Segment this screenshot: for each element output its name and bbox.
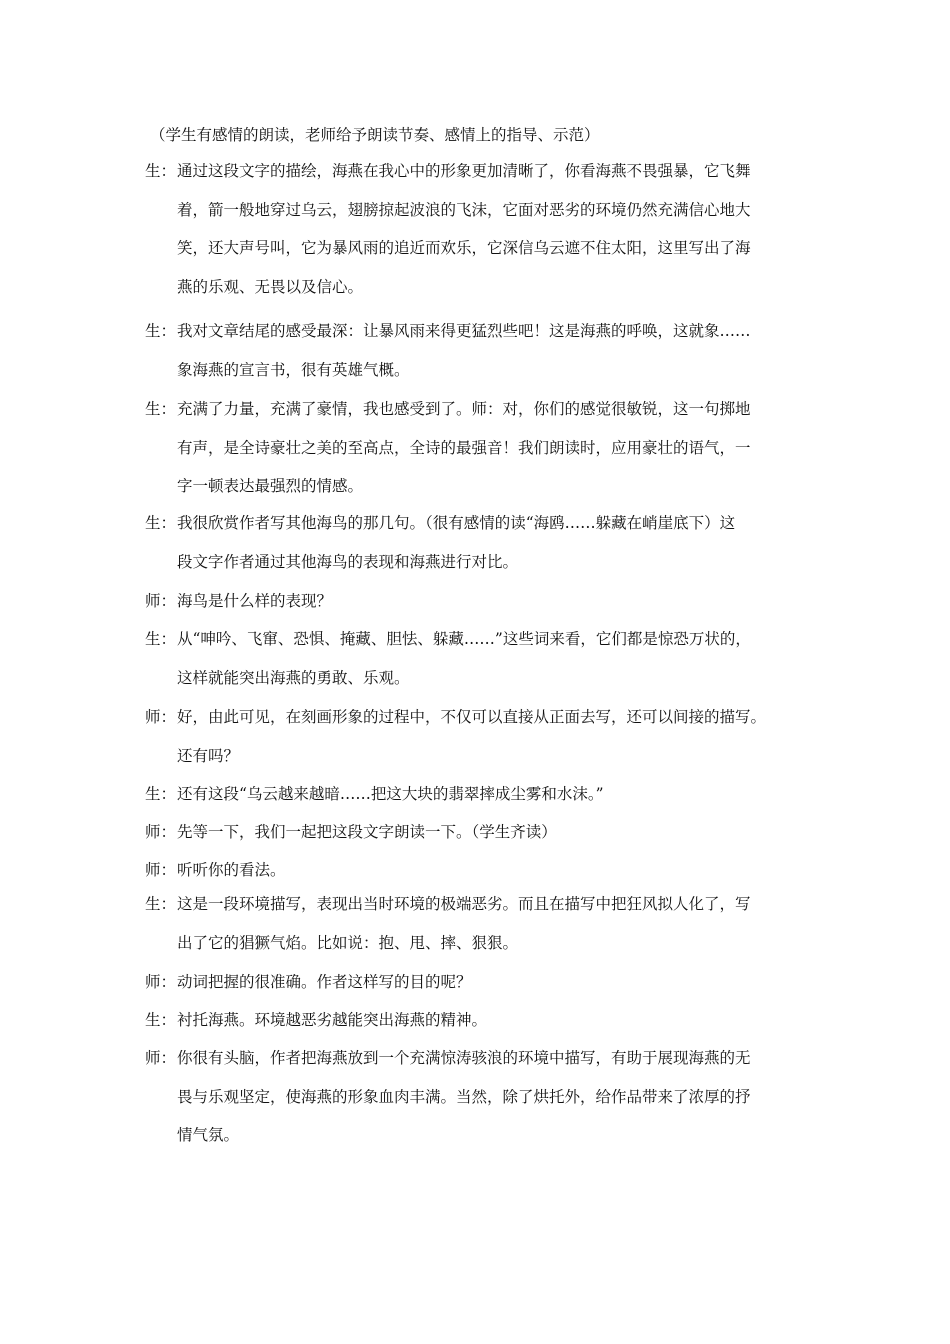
dialogue-line: 你很有头脑，作者把海燕放到一个充满惊涛骇浪的环境中描写，有助于展现海燕的无 bbox=[177, 1049, 751, 1067]
dialogue-entry bbox=[145, 1009, 810, 1048]
speaker-label: 生： bbox=[145, 895, 177, 913]
dialogue-line: 从“呻吟、飞窜、恐惧、掩藏、胆怯、躲藏……”这些词来看，它们都是惊恐万状的， bbox=[177, 630, 751, 648]
dialogue-line: 段文字作者通过其他海鸟的表现和海燕进行对比。 bbox=[177, 552, 519, 571]
speaker-label: 生： bbox=[145, 400, 177, 418]
dialogue-entry bbox=[145, 160, 810, 314]
dialogue-entry bbox=[145, 971, 810, 1010]
dialogue-line: 听听你的看法。 bbox=[177, 861, 286, 879]
dialogue-entry bbox=[145, 893, 810, 970]
dialogue-entry bbox=[145, 706, 810, 783]
dialogue-entry bbox=[145, 590, 810, 629]
dialogue-line: 笑，还大声号叫，它为暴风雨的追近而欢乐，它深信乌云遮不住太阳，这里写出了海 bbox=[177, 239, 751, 257]
speaker-label: 师： bbox=[145, 1049, 177, 1067]
dialogue-entry bbox=[145, 398, 810, 514]
speaker-label: 师： bbox=[145, 592, 177, 610]
dialogue-line: 海鸟是什么样的表现？ bbox=[177, 592, 333, 610]
speaker-label: 师： bbox=[145, 823, 177, 841]
dialogue-line: 这样就能突出海燕的勇敢、乐观。 bbox=[177, 668, 410, 687]
dialogue-line: 衬托海燕。环境越恶劣越能突出海燕的精神。 bbox=[177, 1011, 488, 1029]
dialogue-line: 象海燕的宣言书，很有英雄气概。 bbox=[177, 360, 410, 379]
speaker-label: 师： bbox=[145, 861, 177, 879]
speaker-label: 生： bbox=[145, 162, 177, 180]
speaker-label: 生： bbox=[145, 1011, 177, 1029]
dialogue-line: 着，箭一般地穿过乌云，翅膀掠起波浪的飞沫，它面对恶劣的环境仍然充满信心地大 bbox=[177, 200, 751, 219]
dialogue-line: 动词把握的很准确。作者这样写的目的呢？ bbox=[177, 973, 472, 991]
dialogue-line: 字一顿表达最强烈的情感。 bbox=[177, 477, 364, 495]
dialogue-line: 通过这段文字的描绘，海燕在我心中的形象更加清晰了，你看海燕不畏强暴，它飞舞 bbox=[177, 162, 751, 180]
speaker-label: 生： bbox=[145, 514, 177, 532]
dialogue-entry bbox=[145, 821, 810, 860]
dialogue-entry bbox=[145, 320, 810, 397]
dialogue-line: 好，由此可见，在刻画形象的过程中，不仅可以直接从正面去写，还可以间接的描写。 bbox=[177, 708, 767, 726]
speaker-label: 生： bbox=[145, 630, 177, 648]
dialogue-entry bbox=[145, 859, 810, 898]
dialogue-line: 这是一段环境描写，表现出当时环境的极端恶劣。而且在描写中把狂风拟人化了，写 bbox=[177, 895, 751, 913]
dialogue-entry bbox=[145, 783, 810, 822]
dialogue-line: 还有吗？ bbox=[177, 746, 240, 765]
dialogue-line: 充满了力量，充满了豪情，我也感受到了。师：对，你们的感觉很敏锐，这一句掷地 bbox=[177, 400, 751, 418]
dialogue-line: 我很欣赏作者写其他海鸟的那几句。（很有感情的读“海鸥……躲藏在峭崖底下）这 bbox=[177, 514, 736, 532]
dialogue-line: 燕的乐观、无畏以及信心。 bbox=[177, 277, 364, 296]
dialogue-line: 有声，是全诗豪壮之美的至高点，全诗的最强音！我们朗读时，应用豪壮的语气，一 bbox=[177, 438, 751, 457]
dialogue-line: 还有这段“乌云越来越暗……把这大块的翡翠摔成尘雾和水沫。” bbox=[177, 785, 604, 803]
speaker-label: 生： bbox=[145, 322, 177, 340]
dialogue-line: 情气氛。 bbox=[177, 1126, 240, 1144]
speaker-label: 师： bbox=[145, 708, 177, 726]
dialogue-line: 先等一下，我们一起把这段文字朗读一下。（学生齐读） bbox=[177, 823, 557, 841]
dialogue-line: 出了它的猖獗气焰。比如说：抱、甩、摔、狠狠。 bbox=[177, 933, 519, 952]
dialogue-entry bbox=[145, 1047, 810, 1163]
dialogue-line: 我对文章结尾的感受最深：让暴风雨来得更猛烈些吧！这是海燕的呼唤，这就象…… bbox=[177, 322, 751, 340]
stage-direction: （学生有感情的朗读，老师给予朗读节奏、感情上的指导、示范） bbox=[150, 126, 600, 144]
dialogue-line: 畏与乐观坚定，使海燕的形象血肉丰满。当然，除了烘托外，给作品带来了浓厚的抒 bbox=[177, 1087, 751, 1106]
speaker-label: 师： bbox=[145, 973, 177, 991]
dialogue-entry bbox=[145, 512, 810, 589]
speaker-label: 生： bbox=[145, 785, 177, 803]
dialogue-entry bbox=[145, 628, 810, 705]
